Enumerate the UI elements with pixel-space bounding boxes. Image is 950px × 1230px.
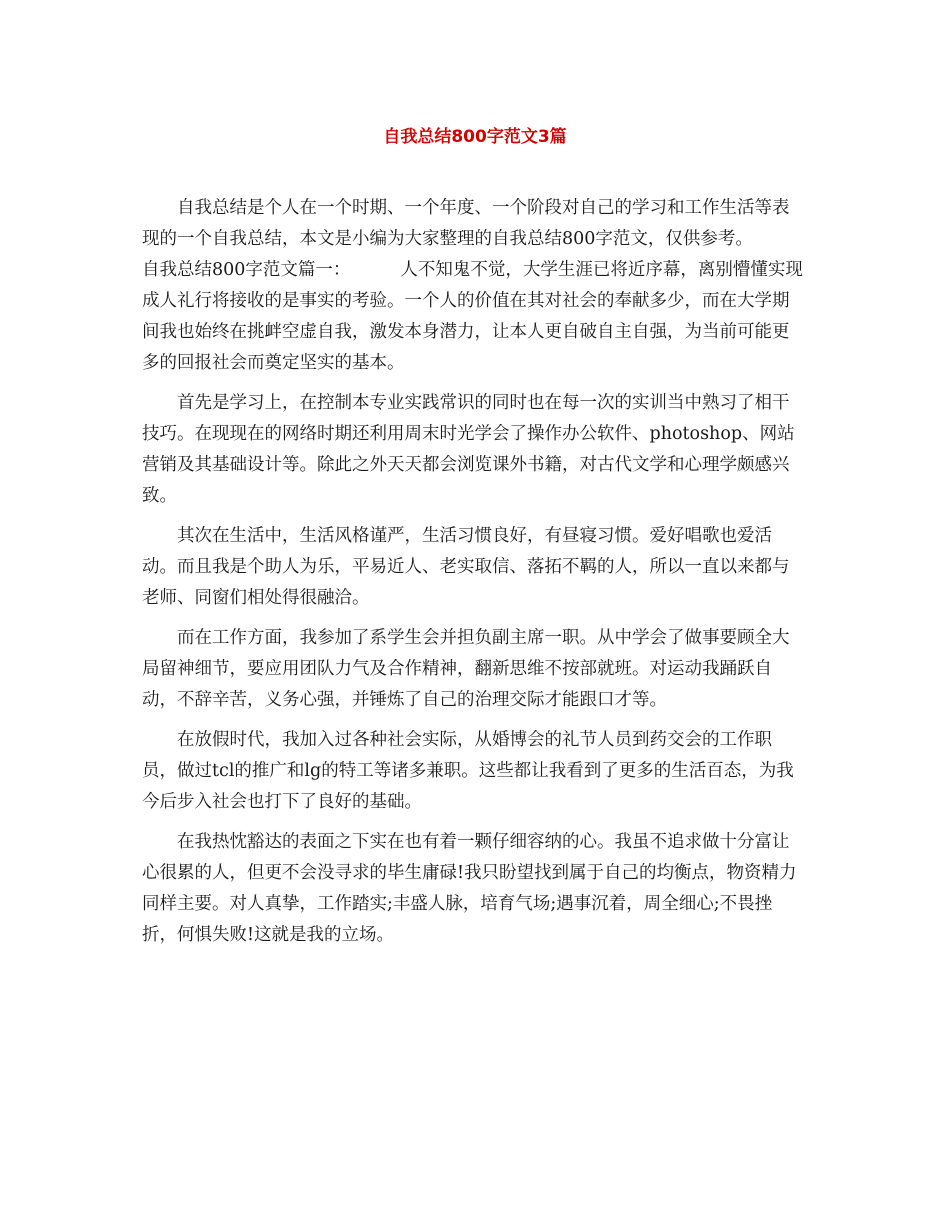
document-title: 自我总结800字范文3篇 xyxy=(383,127,567,147)
study-paragraph: 首先是学习上，在控制本专业实践常识的同时也在每一次的实训当中熟习了相干技巧。在现现在的网络时期还利用周末时光学会了操作办公软件、photoshop、网站营销及其基础设计等。除此之外天天都会浏览课外书籍，对古代文学和心理学颇感兴致。 xyxy=(142,393,795,506)
work-paragraph: 而在工作方面，我参加了系学生会并担负副主席一职。从中学会了做事要顾全大局留神细节，要应用团队力气及合作精神，翻新思维不按部就班。对运动我踊跃自动，不辞辛苦，义务心强，并锤炼了自己的治理交际才能跟口才等。 xyxy=(142,628,790,710)
intro-paragraph: 自我总结是个人在一个时期、一个年度、一个阶段对自己的学习和工作生活等表现的一个自我总结，本文是小编为大家整理的自我总结800字范文，仅供参考。 xyxy=(142,198,790,249)
attitude-paragraph: 在我热忱豁达的表面之下实在也有着一颗仔细容纳的心。我虽不追求做十分富让心很累的人，但更不会没寻求的毕生庸碌!我只盼望找到属于自己的均衡点，物资精力同样主要。对人真挚，工作踏实;丰盛人脉，培育气场;遇事沉着，周全细心;不畏挫折，何惧失败!这就是我的立场。 xyxy=(142,832,797,945)
vacation-paragraph: 在放假时代，我加入过各种社会实际，从婚博会的礼节人员到药交会的工作职员，做过tcl的推广和lg的特工等诸多兼职。这些都让我看到了更多的生活百态，为我今后步入社会也打下了良好的基础。 xyxy=(142,730,794,812)
section-one-heading: 自我总结800字范文篇一： xyxy=(142,260,351,280)
life-paragraph: 其次在生活中，生活风格谨严，生活习惯良好，有昼寝习惯。爱好唱歌也爱活动。而且我是个助人为乐，平易近人、老实取信、落拓不羁的人，所以一直以来都与老师、同窗们相处得很融洽。 xyxy=(142,526,790,608)
document-body xyxy=(142,193,804,960)
section-one-lead-text: 人不知鬼不觉，大学生涯已将近序幕，离别懵懂实现成人礼行将接收的是事实的考验。一个人的价值在其对社会的奉献多少，而在大学期间我也始终在挑衅空虚自我，激发本身潜力，让本人更自破自主自强，为当前可能更多的回报社会而奠定坚实的基本。 xyxy=(142,260,803,373)
section-one-paragraph xyxy=(142,255,804,379)
